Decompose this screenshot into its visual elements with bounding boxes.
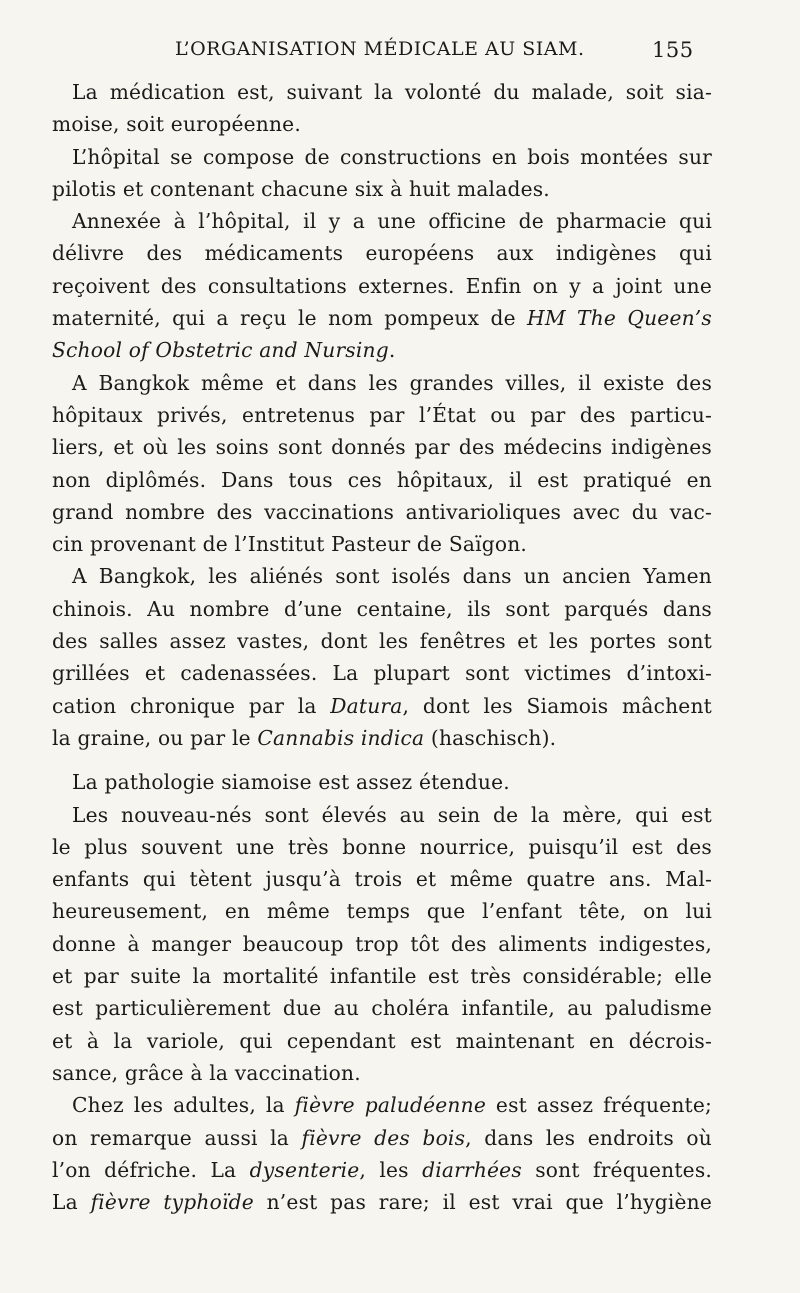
text-line [52, 1186, 712, 1218]
text-line: et à la variole, qui cependant est maintenant en décrois- [52, 1028, 712, 1053]
text-run: n’est pas rare; il est vrai que l’hygiène [253, 1190, 712, 1215]
text-line: reçoivent des consultations externes. Enfin on y a joint une [52, 273, 712, 298]
text-run: . [388, 338, 396, 363]
text-run: La [52, 1190, 78, 1215]
text-run: sont fréquentes. [521, 1157, 712, 1182]
text-line: A Bangkok même et dans les grandes villes, il existe des [72, 370, 712, 395]
text-line: Les nouveau-nés sont élevés au sein de la mère, qui est [72, 802, 712, 827]
running-title: L’ORGANISATION MÉDICALE AU SIAM. [175, 38, 585, 60]
text-run: cation chronique par la [52, 693, 317, 718]
text-run: , les [359, 1157, 409, 1182]
text-line: La médication est, suivant la volonté du malade, soit sia- [72, 80, 712, 104]
italic-run: HM The Queen’s [527, 306, 712, 331]
text-line: sance, grâce à la vaccination. [52, 1060, 361, 1085]
text-line: La pathologie siamoise est assez étendue. [72, 770, 510, 795]
text-line: heureusement, en même temps que l’enfant tête, on lui [52, 899, 712, 924]
italic-run: Datura [330, 693, 403, 718]
italic-run: dysenterie [249, 1157, 360, 1182]
text-run: l’on défriche. La [52, 1157, 237, 1182]
text-line: non diplômés. Dans tous ces hôpitaux, il est pratiqué en [52, 467, 712, 492]
text-line: des salles assez vastes, dont les fenêtres et les portes sont [52, 629, 712, 654]
text-line: A Bangkok, les aliénés sont isolés dans un ancien Yamen [72, 564, 712, 589]
text-line: délivre des médicaments européens aux indigènes qui [52, 241, 712, 266]
text-line [52, 302, 712, 334]
page-number: 155 [652, 38, 694, 62]
text-line: et par suite la mortalité infantile est très considérable; elle [52, 964, 712, 989]
text-line [52, 690, 712, 722]
text-run: Chez les adultes, la [72, 1093, 285, 1118]
text-line: donne à manger beaucoup trop tôt des aliments indigestes, [52, 931, 712, 956]
text-run: , dont les Siamois mâchent [402, 693, 712, 718]
text-line: grand nombre des vaccinations antivarioliques avec du vac- [52, 499, 712, 524]
text-line: Annexée à l’hôpital, il y a une officine de pharmacie qui [72, 209, 712, 234]
text-run: on remarque aussi la [52, 1125, 290, 1150]
italic-run: fièvre paludéenne [294, 1093, 486, 1118]
text-line: cin provenant de l’Institut Pasteur de Saïgon. [52, 532, 528, 557]
italic-run: Cannabis indica [257, 725, 425, 750]
text-run: , dans les endroits où [465, 1125, 712, 1150]
text-line [52, 722, 712, 754]
text-line: chinois. Au nombre d’une centaine, ils sont parqués dans [52, 596, 712, 621]
text-line: est particulièrement due au choléra infantile, au paludisme [52, 996, 712, 1021]
text-line: hôpitaux privés, entretenus par l’État ou par des particu- [52, 402, 712, 427]
text-line [52, 334, 712, 366]
paragraph-gap [52, 754, 712, 766]
text-line [52, 1122, 712, 1154]
text-line: liers, et où les soins sont donnés par des médecins indigènes [52, 435, 712, 460]
page-header [0, 38, 800, 62]
text-line [52, 1089, 712, 1121]
italic-run: fièvre des bois [301, 1125, 466, 1150]
text-line [52, 1154, 712, 1186]
italic-run: School of Obstetric and Nursing [52, 338, 389, 363]
body-text [52, 76, 712, 1218]
text-line: moise, soit européenne. [52, 112, 301, 137]
text-line: grillées et cadenassées. La plupart sont victimes d’intoxi- [52, 661, 712, 686]
text-line: enfants qui tètent jusqu’à trois et même quatre ans. Mal- [52, 867, 712, 892]
text-line: L’hôpital se compose de constructions en bois montées sur [72, 144, 712, 169]
text-run: la graine, ou par le [52, 725, 251, 750]
italic-run: diarrhées [422, 1157, 522, 1182]
text-line: pilotis et contenant chacune six à huit malades. [52, 176, 550, 201]
text-line: le plus souvent une très bonne nourrice, puisqu’il est des [52, 834, 712, 859]
text-run: maternité, qui a reçu le nom pompeux de [52, 306, 516, 331]
text-run: est assez fréquente; [485, 1093, 712, 1118]
text-run: (haschisch). [424, 725, 557, 750]
italic-run: fièvre typhoïde [90, 1190, 254, 1215]
